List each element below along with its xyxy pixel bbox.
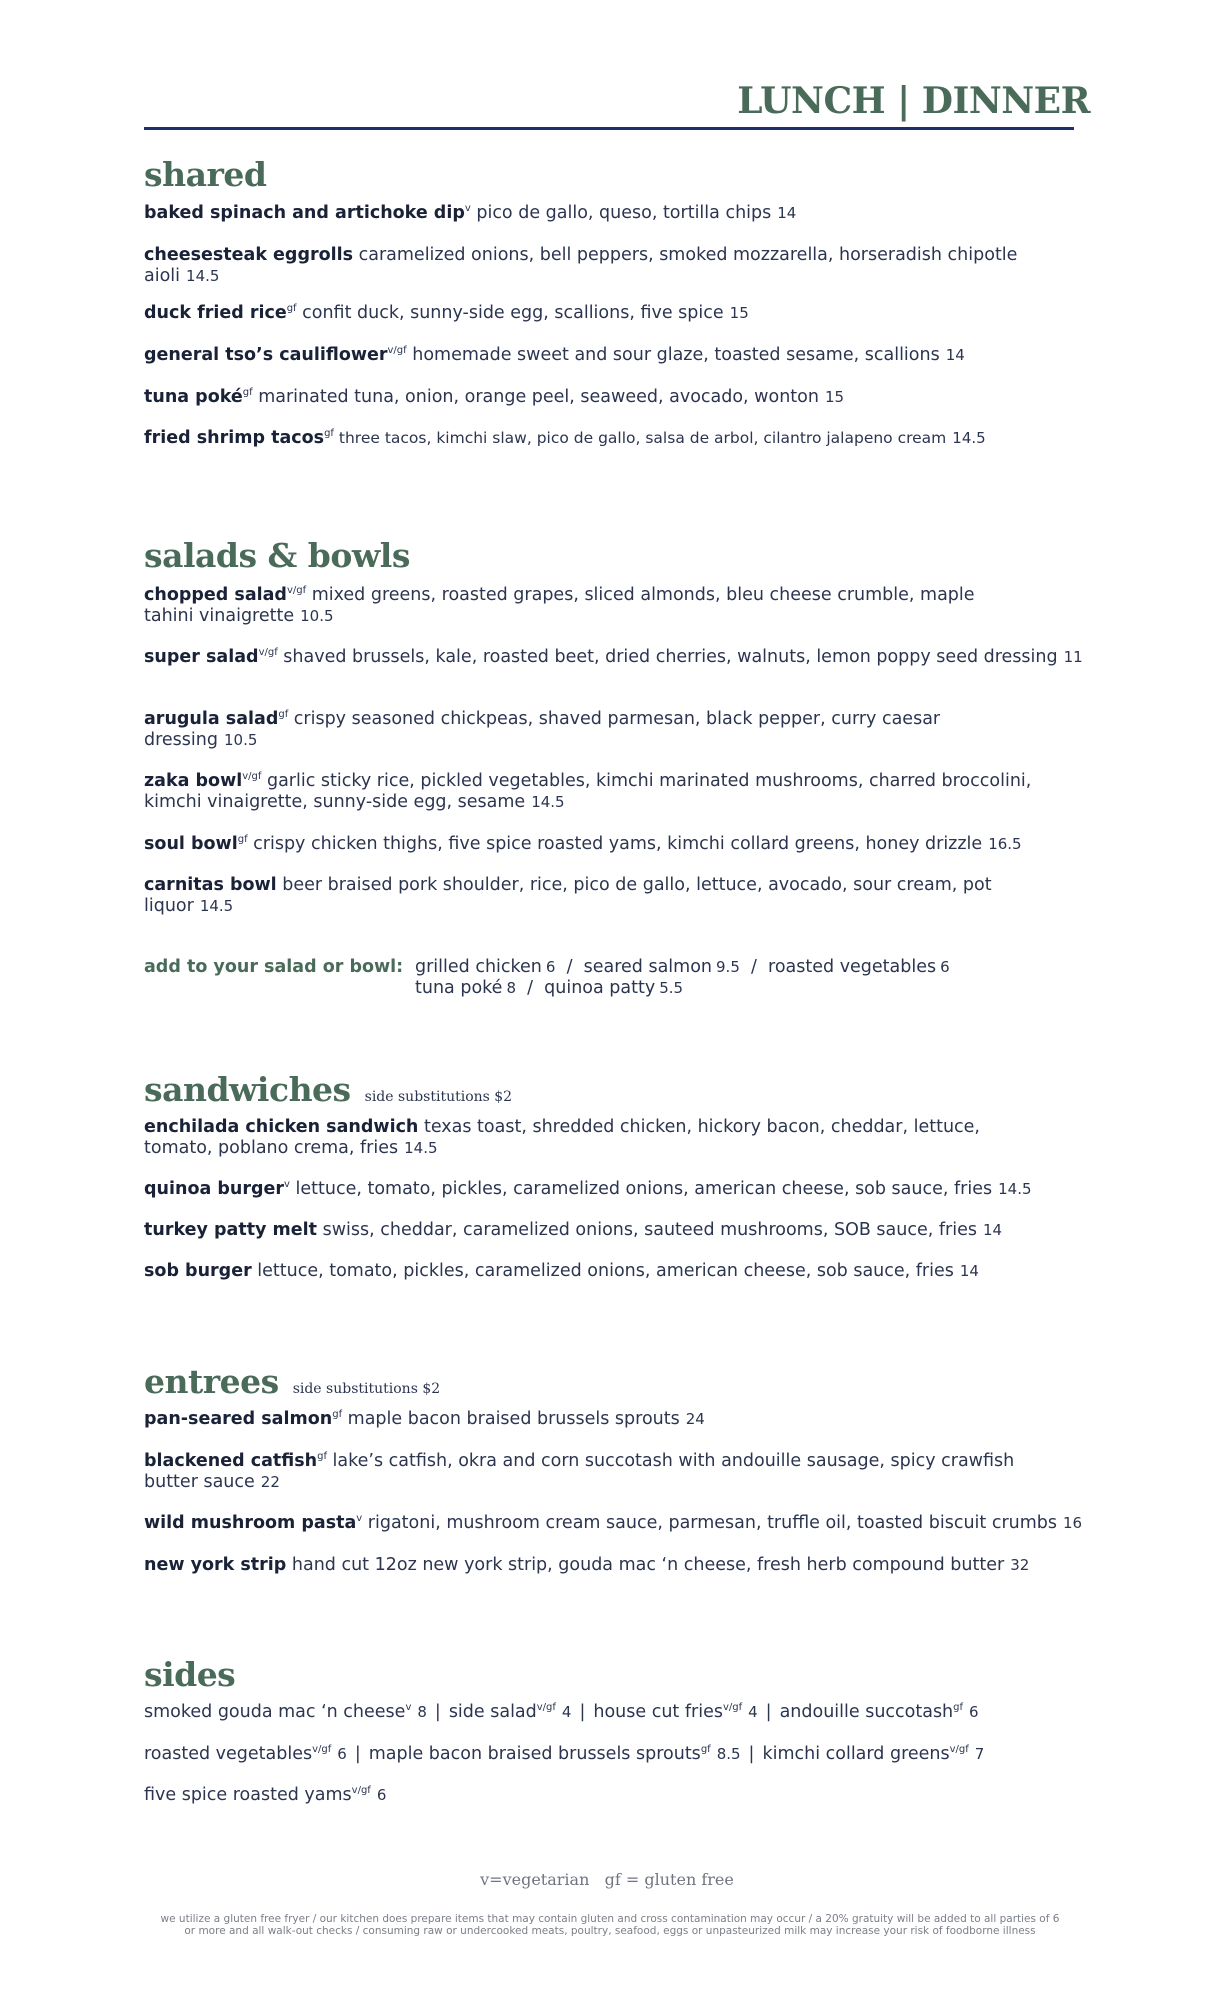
section-note: side substitutions $2	[292, 1381, 441, 1397]
item-description: rigatoni, mushroom cream sauce, parmesan, truffle oil, toasted biscuit crumbs	[362, 1513, 1057, 1533]
section-title: shared	[144, 155, 267, 194]
side-name: roasted vegetables	[144, 1744, 313, 1764]
item-name: carnitas bowl	[144, 875, 277, 895]
item-description: hand cut 12oz new york strip, gouda mac ‘n cheese, fresh herb compound butter	[286, 1555, 1005, 1575]
item-price: 14.5	[186, 267, 220, 285]
item-name: arugula salad	[144, 709, 279, 729]
item-description: crispy chicken thighs, five spice roasted yams, kimchi collard greens, honey drizzle	[247, 834, 983, 854]
item-price: 10.5	[223, 731, 258, 749]
item-description: mixed greens, roasted grapes, sliced almonds, bleu cheese crumble, maple tahini vinaigrette	[144, 585, 975, 626]
item-price: 14.5	[531, 793, 565, 811]
section-heading-shared	[144, 155, 266, 194]
addon-label: add to your salad or bowl:	[144, 957, 404, 977]
menu-item	[144, 1261, 1084, 1282]
separator: |	[434, 1702, 441, 1722]
addon-price: 8	[506, 979, 516, 997]
item-price: 15	[729, 304, 749, 322]
item-price: 14.5	[404, 1139, 438, 1157]
diet-tag: v/gf	[258, 647, 278, 659]
item-price: 14.5	[998, 1180, 1032, 1198]
addon-options	[144, 957, 1084, 999]
menu-item	[144, 1451, 1044, 1493]
side-price: 8.5	[716, 1745, 741, 1763]
item-name: blackened catfish	[144, 1451, 318, 1471]
item-price: 16.5	[988, 835, 1022, 853]
side-price: 6	[376, 1786, 387, 1804]
diet-tag: gf	[332, 1409, 343, 1421]
item-name: tuna poké	[144, 387, 243, 407]
diet-tag: gf	[324, 428, 334, 440]
menu-item	[144, 1179, 1084, 1200]
item-description: maple bacon braised brussels sprouts	[342, 1409, 680, 1429]
diet-tag: v/gf	[949, 1744, 969, 1756]
diet-tag: gf	[700, 1744, 711, 1756]
menu-item	[144, 875, 1084, 917]
item-price: 14.5	[199, 897, 234, 915]
side-name: five spice roasted yams	[144, 1785, 352, 1805]
side-price: 4	[561, 1703, 572, 1721]
addon-list: grilled chicken 6 / seared salmon 9.5 / roasted vegetables 6 tuna poké 8 / quinoa patty 5.5	[415, 957, 950, 998]
item-description: lettuce, tomato, pickles, caramelized onions, american cheese, sob sauce, fries	[289, 1179, 993, 1199]
section-heading-sandwiches	[144, 1070, 512, 1109]
addon-price: 5.5	[659, 979, 684, 997]
menu-item	[144, 387, 1084, 408]
menu-item	[144, 1555, 1084, 1576]
separator: |	[579, 1702, 586, 1722]
side-price: 6	[969, 1703, 979, 1721]
item-description: beer braised pork shoulder, rice, pico de gallo, lettuce, avocado, sour cream, pot liquor	[144, 875, 992, 916]
item-description: lettuce, tomato, pickles, caramelized onions, american cheese, sob sauce, fries	[251, 1261, 954, 1281]
item-description: garlic sticky rice, pickled vegetables, kimchi marinated mushrooms, charred broccolini, kimchi vinaigrette, sunny-side egg, sesame	[144, 771, 1032, 812]
item-name: quinoa burger	[144, 1179, 285, 1199]
diet-tag: v/gf	[312, 1744, 332, 1756]
item-name: chopped salad	[144, 585, 287, 605]
addon-name: quinoa patty	[544, 978, 656, 998]
item-name: wild mushroom pasta	[144, 1513, 357, 1533]
menu-item	[144, 585, 1024, 627]
diet-tag: gf	[278, 709, 289, 721]
item-description: marinated tuna, onion, orange peel, seaweed, avocado, wonton	[252, 387, 819, 407]
item-name: sob burger	[144, 1261, 252, 1281]
item-description: homemade sweet and sour glaze, toasted sesame, scallions	[406, 345, 940, 365]
diet-tag: v	[356, 1513, 363, 1525]
addon-price: 6	[940, 958, 950, 976]
section-heading-sides	[144, 1655, 235, 1694]
side-price: 4	[748, 1703, 758, 1721]
menu-item	[144, 203, 1084, 224]
sides-line	[144, 1785, 1084, 1806]
item-name: cheesesteak eggrolls	[144, 245, 354, 265]
item-name: duck fried rice	[144, 303, 287, 323]
side-name: side salad	[448, 1702, 537, 1722]
addon-name: seared salmon	[583, 957, 713, 977]
diet-tag: gf	[242, 387, 253, 399]
item-description: shaved brussels, kale, roasted beet, dried cherries, walnuts, lemon poppy seed dressing	[277, 647, 1058, 667]
item-description: pico de gallo, queso, tortilla chips	[470, 203, 772, 223]
item-price: 11	[1063, 648, 1083, 666]
item-description: crispy seasoned chickpeas, shaved parmesan, black pepper, curry caesar dressing	[144, 709, 941, 750]
item-price: 22	[260, 1473, 280, 1491]
separator: |	[748, 1744, 755, 1764]
diet-tag: gf	[237, 834, 248, 846]
item-name: general tso’s cauliflower	[144, 345, 388, 365]
item-name: fried shrimp tacos	[144, 428, 325, 448]
side-name: smoked gouda mac ‘n cheese	[144, 1702, 406, 1722]
diet-tag: v/gf	[286, 585, 307, 597]
diet-tag: v	[405, 1702, 412, 1714]
menu-item	[144, 709, 1044, 751]
diet-tag: gf	[953, 1702, 964, 1714]
sides-line	[144, 1702, 1084, 1723]
item-price: 15	[824, 388, 845, 406]
item-price: 24	[685, 1410, 705, 1428]
menu-item	[144, 303, 1084, 324]
item-price: 16	[1063, 1514, 1083, 1532]
item-description: lake’s catfish, okra and corn succotash with andouille sausage, spicy crawfish butter sauce	[144, 1451, 1015, 1492]
menu-item	[144, 428, 1084, 449]
diet-tag: gf	[317, 1451, 327, 1463]
menu-item	[144, 1513, 1084, 1534]
diet-tag: v/gf	[351, 1785, 371, 1797]
item-name: enchilada chicken sandwich	[144, 1117, 419, 1137]
item-price: 14	[945, 346, 965, 364]
menu-item	[144, 1409, 1084, 1430]
item-price: 14	[982, 1221, 1003, 1239]
menu-item	[144, 834, 1084, 855]
menu-item	[144, 245, 1084, 287]
side-name: maple bacon braised brussels sprouts	[368, 1744, 701, 1764]
addon-name: tuna poké	[415, 978, 503, 998]
menu-item	[144, 771, 1084, 813]
item-price: 14.5	[952, 429, 986, 447]
item-name: pan-seared salmon	[144, 1409, 333, 1429]
legal-disclaimer: we utilize a gluten free fryer / our kitchen does prepare items that may contain gluten and cross contamination may occur / a 20% gratuity will be added to all parties of 6 or more and all walk-out checks / consuming raw or undercooked meats, poultry, seafood, eggs or unpasteurized milk may increase your risk of foodborne illness	[160, 1913, 1060, 1937]
sides-line	[144, 1744, 1084, 1765]
diet-tag: v/gf	[722, 1702, 743, 1714]
diet-tag: v/gf	[536, 1702, 556, 1714]
side-name: andouille succotash	[779, 1702, 954, 1722]
item-name: soul bowl	[144, 834, 238, 854]
diet-legend: v=vegetarian gf = gluten free	[480, 1870, 734, 1889]
side-price: 6	[337, 1745, 347, 1763]
section-heading-salads	[144, 536, 410, 575]
page-title: LUNCH | DINNER	[737, 80, 1090, 122]
diet-tag: v/gf	[387, 345, 407, 357]
addon-name: roasted vegetables	[768, 957, 937, 977]
item-description: confit duck, sunny-side egg, scallions, five spice	[296, 303, 724, 323]
menu-item	[144, 1220, 1084, 1241]
item-price: 14	[959, 1262, 979, 1280]
item-name: new york strip	[144, 1555, 287, 1575]
title-divider	[144, 127, 1074, 130]
separator: |	[765, 1702, 772, 1722]
section-title: entrees	[144, 1362, 279, 1401]
menu-item	[144, 647, 1084, 668]
item-name: zaka bowl	[144, 771, 243, 791]
diet-tag: gf	[286, 303, 297, 315]
diet-tag: v/gf	[242, 771, 262, 783]
diet-tag: v	[464, 203, 471, 215]
item-description: swiss, cheddar, caramelized onions, sauteed mushrooms, SOB sauce, fries	[317, 1220, 977, 1240]
section-title: sandwiches	[144, 1070, 351, 1109]
diet-tag: v	[284, 1179, 290, 1191]
item-description: caramelized onions, bell peppers, smoked mozzarella, horseradish chipotle aioli	[144, 245, 1018, 286]
side-name: kimchi collard greens	[762, 1744, 950, 1764]
item-name: turkey patty melt	[144, 1220, 318, 1240]
item-price: 10.5	[300, 607, 334, 625]
item-price: 32	[1010, 1556, 1030, 1574]
section-note: side substitutions $2	[364, 1089, 513, 1105]
section-heading-entrees	[144, 1362, 440, 1401]
side-name: house cut fries	[593, 1702, 723, 1722]
addon-price: 9.5	[716, 958, 740, 976]
menu-item	[144, 345, 1084, 366]
item-name: baked spinach and artichoke dip	[144, 203, 465, 223]
side-price: 8	[417, 1703, 427, 1721]
item-description: texas toast, shredded chicken, hickory bacon, cheddar, lettuce, tomato, poblano crema, fries	[144, 1117, 980, 1158]
separator: |	[354, 1744, 361, 1764]
side-price: 7	[974, 1745, 985, 1763]
item-description: three tacos, kimchi slaw, pico de gallo, salsa de arbol, cilantro jalapeno cream	[333, 429, 947, 447]
section-title: salads & bowls	[144, 536, 410, 575]
addon-price: 6	[545, 958, 556, 976]
item-name: super salad	[144, 647, 259, 667]
item-price: 14	[777, 204, 797, 222]
addon-name: grilled chicken	[415, 957, 542, 977]
menu-item	[144, 1117, 1044, 1159]
section-title: sides	[144, 1655, 236, 1694]
